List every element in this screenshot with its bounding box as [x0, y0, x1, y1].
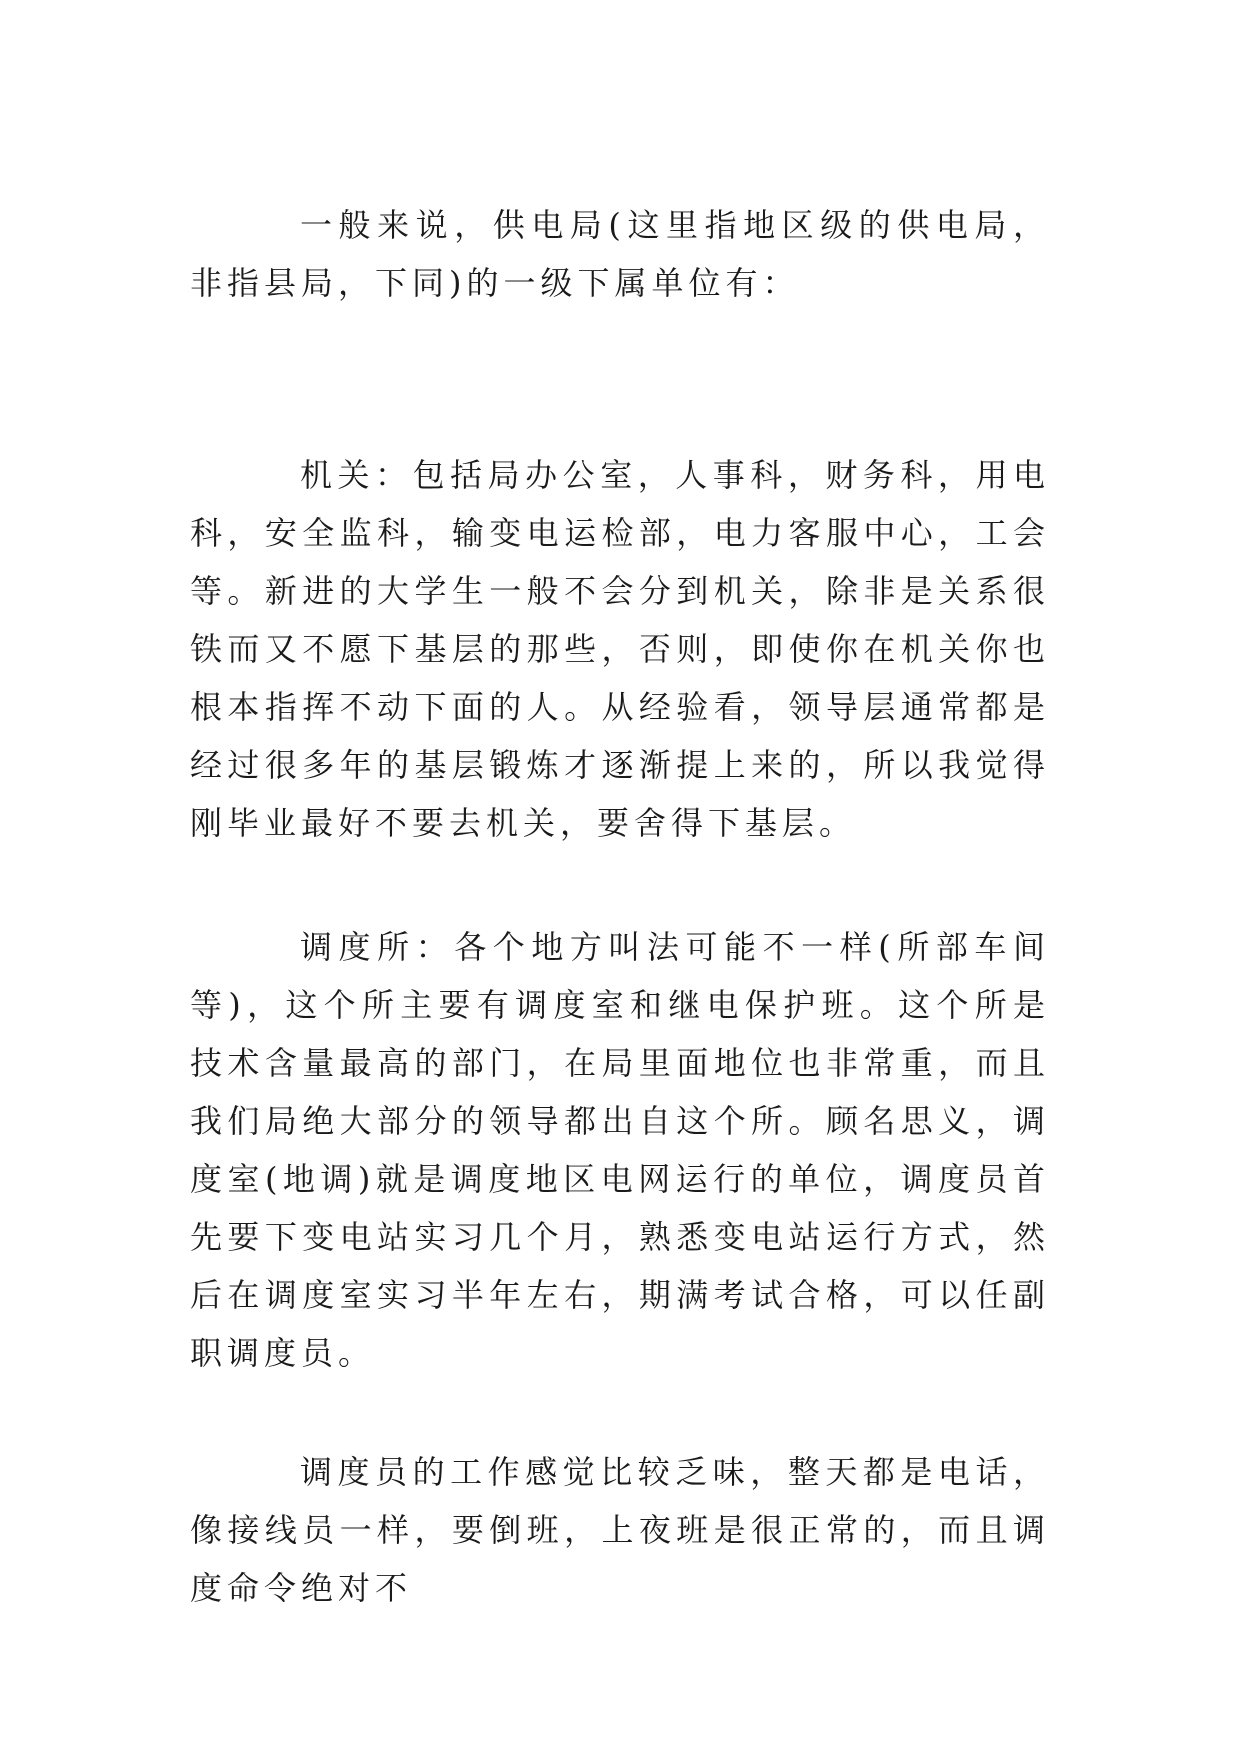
paragraph-organ: 机关：包括局办公室，人事科，财务科，用电科，安全监科，输变电运检部，电力客服中心，工会等。新进的大学生一般不会分到机关，除非是关系很铁而又不愿下基层的那些，否则，即使你在机关你也根本指挥不动下面的人。从经验看，领导层通常都是经过很多年的基层锻炼才逐渐提上来的，所以我觉得刚毕业最好不要去机关，要舍得下基层。 — [190, 456, 1050, 842]
paragraph-intro: 一般来说，供电局(这里指地区级的供电局，非指县局，下同)的一级下属单位有： — [190, 206, 1050, 302]
paragraph-dispatch-office: 调度所：各个地方叫法可能不一样(所部车间等)，这个所主要有调度室和继电保护班。这个所是技术含量最高的部门，在局里面地位也非常重，而且我们局绝大部分的领导都出自这个所。顾名思义，调度室(地调)就是调度地区电网运行的单位，调度员首先要下变电站实习几个月，熟悉变电站运行方式，然后在调度室实习半年左右，期满考试合格，可以任副职调度员。 — [190, 928, 1050, 1372]
paragraph-dispatcher-work: 调度员的工作感觉比较乏味，整天都是电话，像接线员一样，要倒班，上夜班是很正常的，而且调度命令绝对不 — [190, 1453, 1050, 1607]
